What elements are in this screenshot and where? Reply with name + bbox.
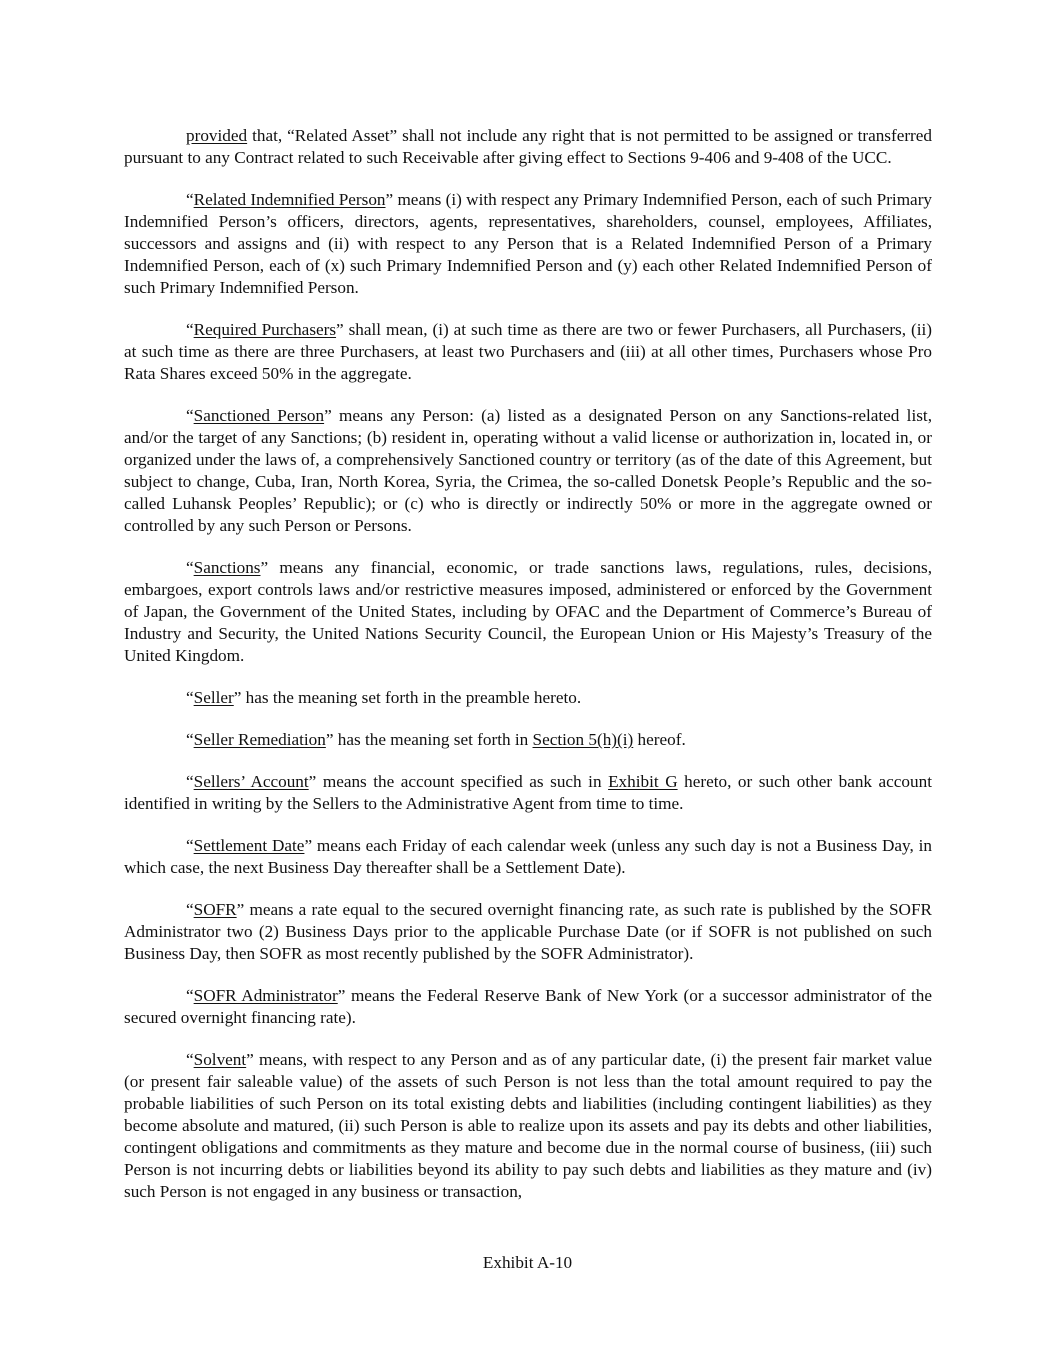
defined-term: SOFR	[193, 900, 237, 919]
defined-term: Seller Remediation	[193, 730, 326, 749]
definition-sofr-administrator: “SOFR Administrator” means the Federal Reserve Bank of New York (or a successor administrator of the secured overnight financing rate).	[124, 986, 932, 1027]
defined-term: provided	[186, 126, 248, 145]
defined-term: Settlement Date	[193, 836, 305, 855]
defined-term: Sanctions	[193, 558, 261, 577]
definition-sanctions: “Sanctions” means any financial, economic, or trade sanctions laws, regulations, rules, decisions, embargoes, export controls laws and/or restrictive measures imposed, administered or enforced by the Government of Japan, the Government of the United States, including by OFAC and the Department of Commerce’s Bureau of Industry and Security, the United Nations Security Council, the European Union or His Majesty’s Treasury of the United Kingdom.	[124, 558, 932, 665]
definition-seller: “Seller” has the meaning set forth in the preamble hereto.	[186, 688, 582, 707]
definition-required-purchasers: “Required Purchasers” shall mean, (i) at such time as there are two or fewer Purchasers, all Purchasers, (ii) at such time as there are three Purchasers, at least two Purchasers and (iii) at all other times, Purchasers whose Pro Rata Shares exceed 50% in the aggregate.	[124, 320, 932, 383]
defined-term: Sellers’ Account	[193, 772, 309, 791]
defined-term: Related Indemnified Person	[193, 190, 386, 209]
paragraph-related-asset-proviso: provided that, “Related Asset” shall not include any right that is not permitted to be assigned or transferred pursuant to any Contract related to such Receivable after giving effect to Sections 9-406 and 9-408 of the UCC.	[124, 126, 932, 167]
defined-term: Solvent	[193, 1050, 247, 1069]
defined-term: Required Purchasers	[193, 320, 337, 339]
definition-sofr: “SOFR” means a rate equal to the secured overnight financing rate, as such rate is published by the SOFR Administrator two (2) Business Days prior to the applicable Purchase Date (or if SOFR is not published on such Business Day, then SOFR as most recently published by the SOFR Administrator).	[124, 900, 932, 963]
definition-sellers-account: “Sellers’ Account” means the account specified as such in Exhibit G hereto, or such other bank account identified in writing by the Sellers to the Administrative Agent from time to time.	[124, 772, 932, 813]
definition-solvent: “Solvent” means, with respect to any Person and as of any particular date, (i) the present fair market value (or present fair saleable value) of the assets of such Person is not less than the total amount required to pay the probable liabilities of such Person on its total existing debts and liabilities (including contingent liabilities) as they become absolute and matured, (ii) such Person is able to realize upon its assets and pay its debts and other liabilities, contingent obligations and commitments as they mature and become due in the normal course of business, (iii) such Person is not incurring debts or liabilities beyond its ability to pay such debts and liabilities as they mature and (iv) such Person is not engaged in any business or transaction,	[124, 1050, 932, 1201]
document-body	[124, 125, 932, 1223]
defined-term: Sanctioned Person	[193, 406, 325, 425]
cross-reference: Exhibit G	[608, 772, 678, 791]
defined-term: SOFR Administrator	[193, 986, 338, 1005]
definition-settlement-date: “Settlement Date” means each Friday of each calendar week (unless any such day is not a Business Day, in which case, the next Business Day thereafter shall be a Settlement Date).	[124, 836, 932, 877]
definition-related-indemnified-person: “Related Indemnified Person” means (i) with respect any Primary Indemnified Person, each of such Primary Indemnified Person’s officers, directors, agents, representatives, shareholders, counsel, employees, Affiliates, successors and assigns and (ii) with respect to any Person that is a Related Indemnified Person of a Primary Indemnified Person, each of (x) such Primary Indemnified Person and (y) each other Related Indemnified Person of such Primary Indemnified Person.	[124, 190, 933, 297]
definition-seller-remediation: “Seller Remediation” has the meaning set forth in Section 5(h)(i) hereof.	[186, 730, 686, 749]
definition-sanctioned-person: “Sanctioned Person” means any Person: (a) listed as a designated Person on any Sanctions-related list, and/or the target of any Sanctions; (b) resident in, operating without a valid license or authorization in, located in, or organized under the laws of, a comprehensively Sanctioned country or territory (as of the date of this Agreement, but subject to change, Cuba, Iran, North Korea, Syria, the Crimea, the so-called Donetsk People’s Republic and the so-called Luhansk Peoples’ Republic); or (c) who is directly or indirectly 50% or more in the aggregate owned or controlled by any such Person or Persons.	[124, 406, 932, 535]
page-footer: Exhibit A-10	[482, 1253, 573, 1272]
cross-reference: Section 5(h)(i)	[532, 730, 634, 749]
defined-term: Seller	[193, 688, 234, 707]
